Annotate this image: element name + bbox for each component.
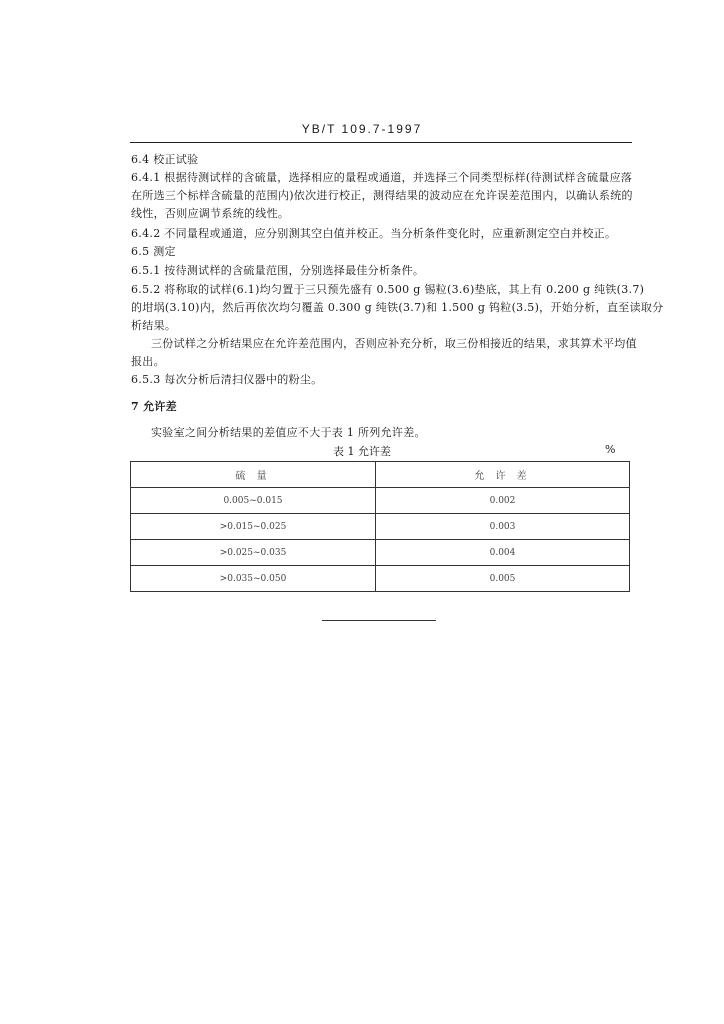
table-row <box>131 566 630 592</box>
para-6-5-1: 6.5.1 按待测试样的含硫量范围，分别选择最佳分析条件。 <box>131 264 425 277</box>
para-6-5-2-line1: 6.5.2 将称取的试样(6.1)均匀置于三只预先盛有 0.500 g 锡粒(3.6)垫底，其上有 0.200 g 纯铁(3.7) <box>131 283 645 296</box>
table-unit: % <box>605 443 616 456</box>
tolerance-table <box>130 461 630 592</box>
section-7-title: 7 允许差 <box>131 400 177 413</box>
para-three-samples-line2: 报出。 <box>131 355 165 368</box>
table-row <box>131 488 630 514</box>
para-6-4-1-line3: 线性，否则应调节系统的线性。 <box>131 207 290 220</box>
table-row <box>131 514 630 540</box>
header-divider <box>130 142 632 143</box>
tolerance-cell: 0.003 <box>376 514 630 540</box>
para-three-samples-line1: 三份试样之分析结果应在允许差范围内，否则应补充分析，取三份相接近的结果，求其算术平均值 <box>151 337 637 350</box>
sulfur-range-cell: 0.005~0.015 <box>131 488 376 514</box>
section-6-5-title: 6.5 测定 <box>131 245 176 258</box>
sulfur-range-cell: >0.015~0.025 <box>131 514 376 540</box>
table-header-row <box>131 462 630 488</box>
column-header-sulfur-content: 硫 量 <box>131 462 376 488</box>
para-6-5-2-line3: 析结果。 <box>131 319 177 332</box>
sulfur-range-cell: >0.035~0.050 <box>131 566 376 592</box>
section-6-4-title: 6.4 校正试验 <box>131 153 199 166</box>
para-6-4-1-line1: 6.4.1 根据待测试样的含硫量，选择相应的量程或通道，并选择三个同类型标样(待测试样含硫量应落 <box>131 171 633 184</box>
sulfur-range-cell: >0.025~0.035 <box>131 540 376 566</box>
para-6-4-1-line2: 在所选三个标样含硫量的范围内)依次进行校正，测得结果的波动应在允许误差范围内，以确认系统的 <box>131 189 633 202</box>
table-row <box>131 540 630 566</box>
section-7-text: 实验室之间分析结果的差值应不大于表 1 所列允许差。 <box>151 426 426 439</box>
table-caption: 表 1 允许差 <box>333 445 391 458</box>
para-6-4-2: 6.4.2 不同量程或通道，应分别测其空白值并校正。当分析条件变化时，应重新测定空白并校正。 <box>131 227 617 240</box>
para-6-5-2-line2: 的坩埚(3.10)内，然后再依次均匀覆盖 0.300 g 纯铁(3.7)和 1.500 g 钨粒(3.5)，开始分析，直至读取分 <box>131 301 664 314</box>
para-6-5-3: 6.5.3 每次分析后清扫仪器中的粉尘。 <box>131 373 323 386</box>
tolerance-cell: 0.002 <box>376 488 630 514</box>
standard-number-header: YB/T 109.7-1997 <box>301 122 423 136</box>
tolerance-cell: 0.005 <box>376 566 630 592</box>
end-of-document-rule <box>322 620 436 621</box>
tolerance-cell: 0.004 <box>376 540 630 566</box>
column-header-tolerance: 允 许 差 <box>376 462 630 488</box>
